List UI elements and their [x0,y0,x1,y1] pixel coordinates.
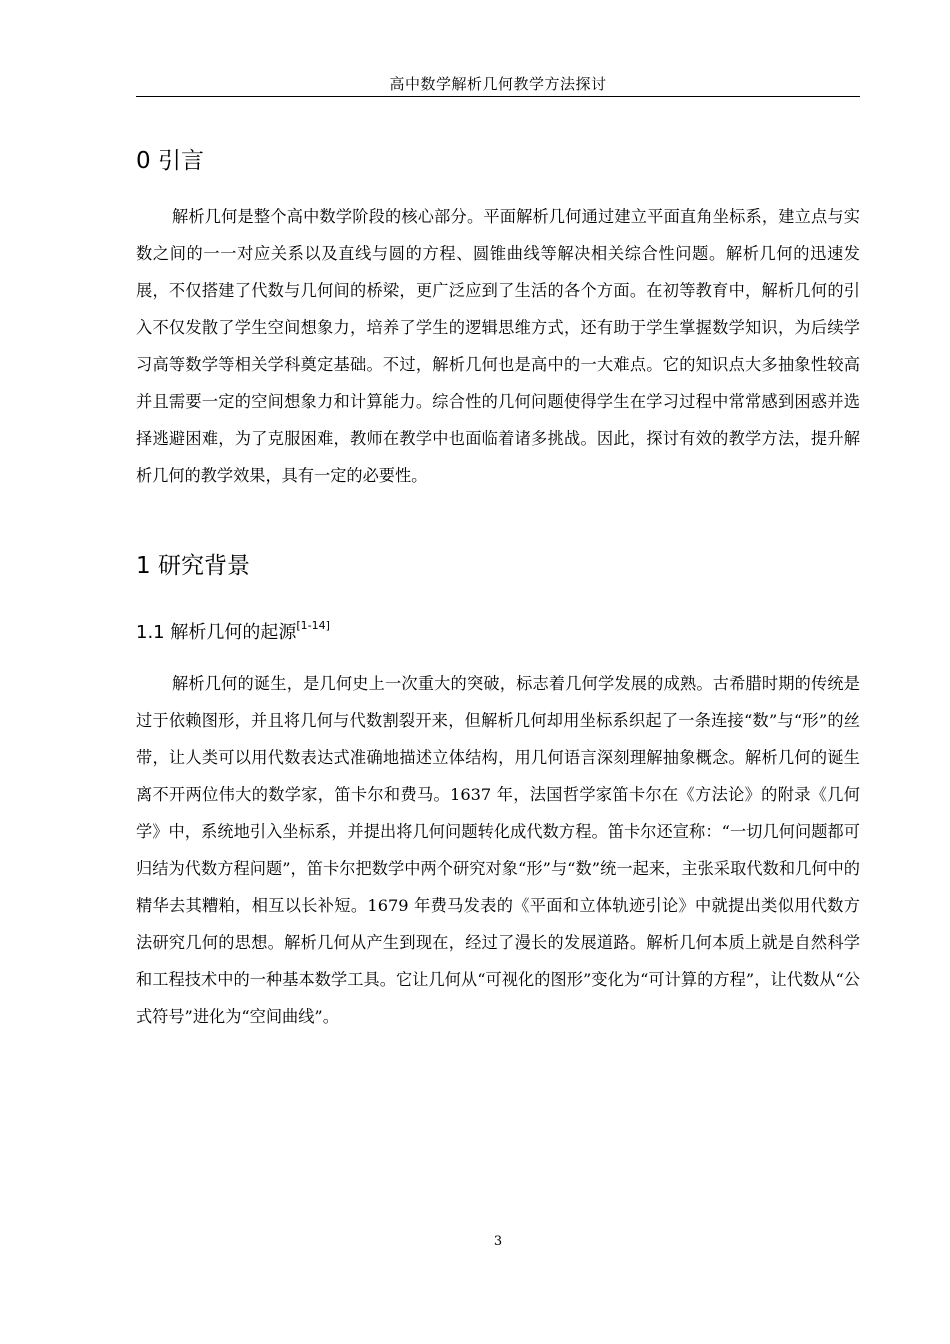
page-number: 3 [493,1234,503,1249]
section-heading-research-background: 1 研究背景 [136,553,250,579]
subsection-heading-origin [136,615,330,646]
header-rule [136,96,860,97]
paragraph-origin: 解析几何的诞生，是几何史上一次重大的突破，标志着几何学发展的成熟。古希腊时期的传统是过于依赖图形，并且将几何与代数割裂开来，但解析几何却用坐标系织起了一条连接“数”与“形”的丝带，让人类可以用代数表达式准确地描述立体结构，用几何语言深刻理解抽象概念。解析几何的诞生离不开两位伟大的数学家，笛卡尔和费马。1637 年，法国哲学家笛卡尔在《方法论》的附录《几何学》中，系统地引入坐标系，并提出将几何问题转化成代数方程。笛卡尔还宣称：“一切几何问题都可归结为代数方程问题”，笛卡尔把数学中两个研究对象“形”与“数”统一起来，主张采取代数和几何中的精华去其糟粕，相互以长补短。1679 年费马发表的《平面和立体轨迹引论》中就提出类似用代数方法研究几何的思想。解析几何从产生到现在，经过了漫长的发展道路。解析几何本质上就是自然科学和工程技术中的一种基本数学工具。它让几何从“可视化的图形”变化为“可计算的方程”，让代数从“公式符号”进化为“空间曲线”。 [136,674,860,1026]
subsection-heading-origin-text: 1.1 解析几何的起源 [136,622,297,643]
running-header: 高中数学解析几何教学方法探讨 [389,75,607,93]
section-heading-introduction: 0 引言 [136,148,204,174]
paragraph-introduction: 解析几何是整个高中数学阶段的核心部分。平面解析几何通过建立平面直角坐标系，建立点与实数之间的一一对应关系以及直线与圆的方程、圆锥曲线等解决相关综合性问题。解析几何的迅速发展，不仅搭建了代数与几何间的桥梁，更广泛应到了生活的各个方面。在初等教育中，解析几何的引入不仅发散了学生空间想象力，培养了学生的逻辑思维方式，还有助于学生掌握数学知识，为后续学习高等数学等相关学科奠定基础。不过，解析几何也是高中的一大难点。它的知识点大多抽象性较高并且需要一定的空间想象力和计算能力。综合性的几何问题使得学生在学习过程中常常感到困惑并选择逃避困难，为了克服困难，教师在教学中也面临着诸多挑战。因此，探讨有效的教学方法，提升解析几何的教学效果，具有一定的必要性。 [136,207,860,485]
citation-reference: [1-14] [296,619,330,632]
